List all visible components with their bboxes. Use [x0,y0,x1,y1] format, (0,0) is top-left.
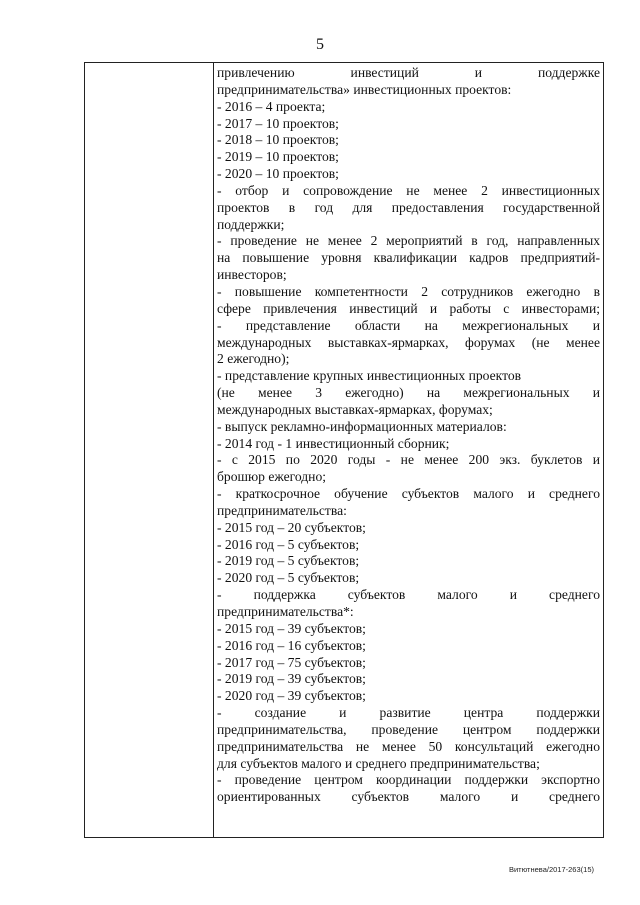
text-line: - 2019 – 10 проектов; [217,149,339,165]
text-line: - 2016 – 4 проекта; [217,98,326,114]
text-line: 2 ежегодно); [217,351,290,367]
text-line: - проведение центром координации поддержки экспортно [217,772,600,788]
text-line: международных выставках-ярмарках, форумах (не менее [217,334,600,350]
text-line: - представление крупных инвестиционных проектов [217,368,522,384]
text-line: поддержки; [217,216,285,232]
text-line: - 2020 год – 39 субъектов; [217,688,366,704]
page-number: 5 [316,36,324,53]
text-line: - повышение компетентности 2 сотрудников ежегодно в [217,283,600,299]
text-line: проектов в год для предоставления государственной [217,199,600,215]
text-line: предпринимательства: [217,502,347,518]
text-line: - 2017 год – 75 субъектов; [217,654,366,670]
text-line: - 2017 – 10 проектов; [217,115,339,131]
text-line: ориентированных субъектов малого и среднего [217,789,600,805]
text-line: - 2016 год – 5 субъектов; [217,536,360,552]
text-line: - с 2015 по 2020 годы - не менее 200 экз. буклетов и [217,452,600,468]
text-line: - краткосрочное обучение субъектов малого и среднего [217,486,600,502]
text-line: - 2018 – 10 проектов; [217,132,339,148]
table-frame [84,62,604,838]
text-line: на повышение уровня квалификации кадров предприятий- [217,250,600,266]
text-line: - 2020 – 10 проектов; [217,166,339,182]
text-line: - 2015 год – 39 субъектов; [217,620,366,636]
text-line: - 2016 год – 16 субъектов; [217,637,366,653]
text-line: - проведение не менее 2 мероприятий в год, направленных [217,233,600,249]
text-line: - представление области на межрегиональных и [217,317,600,333]
text-line: - 2019 год – 5 субъектов; [217,553,360,569]
text-line: - 2019 год – 39 субъектов; [217,671,366,687]
document-code: Витютнева/2017-263(15) [508,865,594,874]
text-line: брошюр ежегодно; [217,469,327,485]
text-line: - выпуск рекламно-информационных материалов: [217,418,507,434]
column-divider [213,63,214,837]
text-line: - 2020 год – 5 субъектов; [217,570,360,586]
text-line: предпринимательства не менее 50 консультаций ежегодно [217,738,600,754]
text-line: международных выставках-ярмарках, форумах; [217,401,493,417]
text-line: - поддержка субъектов малого и среднего [217,587,600,603]
text-line: привлечению инвестиций и поддержке [217,65,600,80]
text-line: для субъектов малого и среднего предпринимательства; [217,755,540,771]
text-line: - создание и развитие центра поддержки [217,705,600,721]
text-line: предпринимательства» инвестиционных проектов: [217,81,512,97]
table-cell-content [217,65,600,806]
text-line: - 2014 год - 1 инвестиционный сборник; [217,435,450,451]
text-line: предпринимательства*: [217,604,354,619]
text-line: (не менее 3 ежегодно) на межрегиональных и [217,385,600,401]
text-line: сфере привлечения инвестиций и работы с инвесторами; [217,300,600,316]
text-line: предпринимательства, проведение центром поддержки [217,721,600,737]
text-line: - отбор и сопровождение не менее 2 инвестиционных [217,182,600,198]
text-line: инвесторов; [217,267,287,283]
text-line: - 2015 год – 20 субъектов; [217,519,366,535]
